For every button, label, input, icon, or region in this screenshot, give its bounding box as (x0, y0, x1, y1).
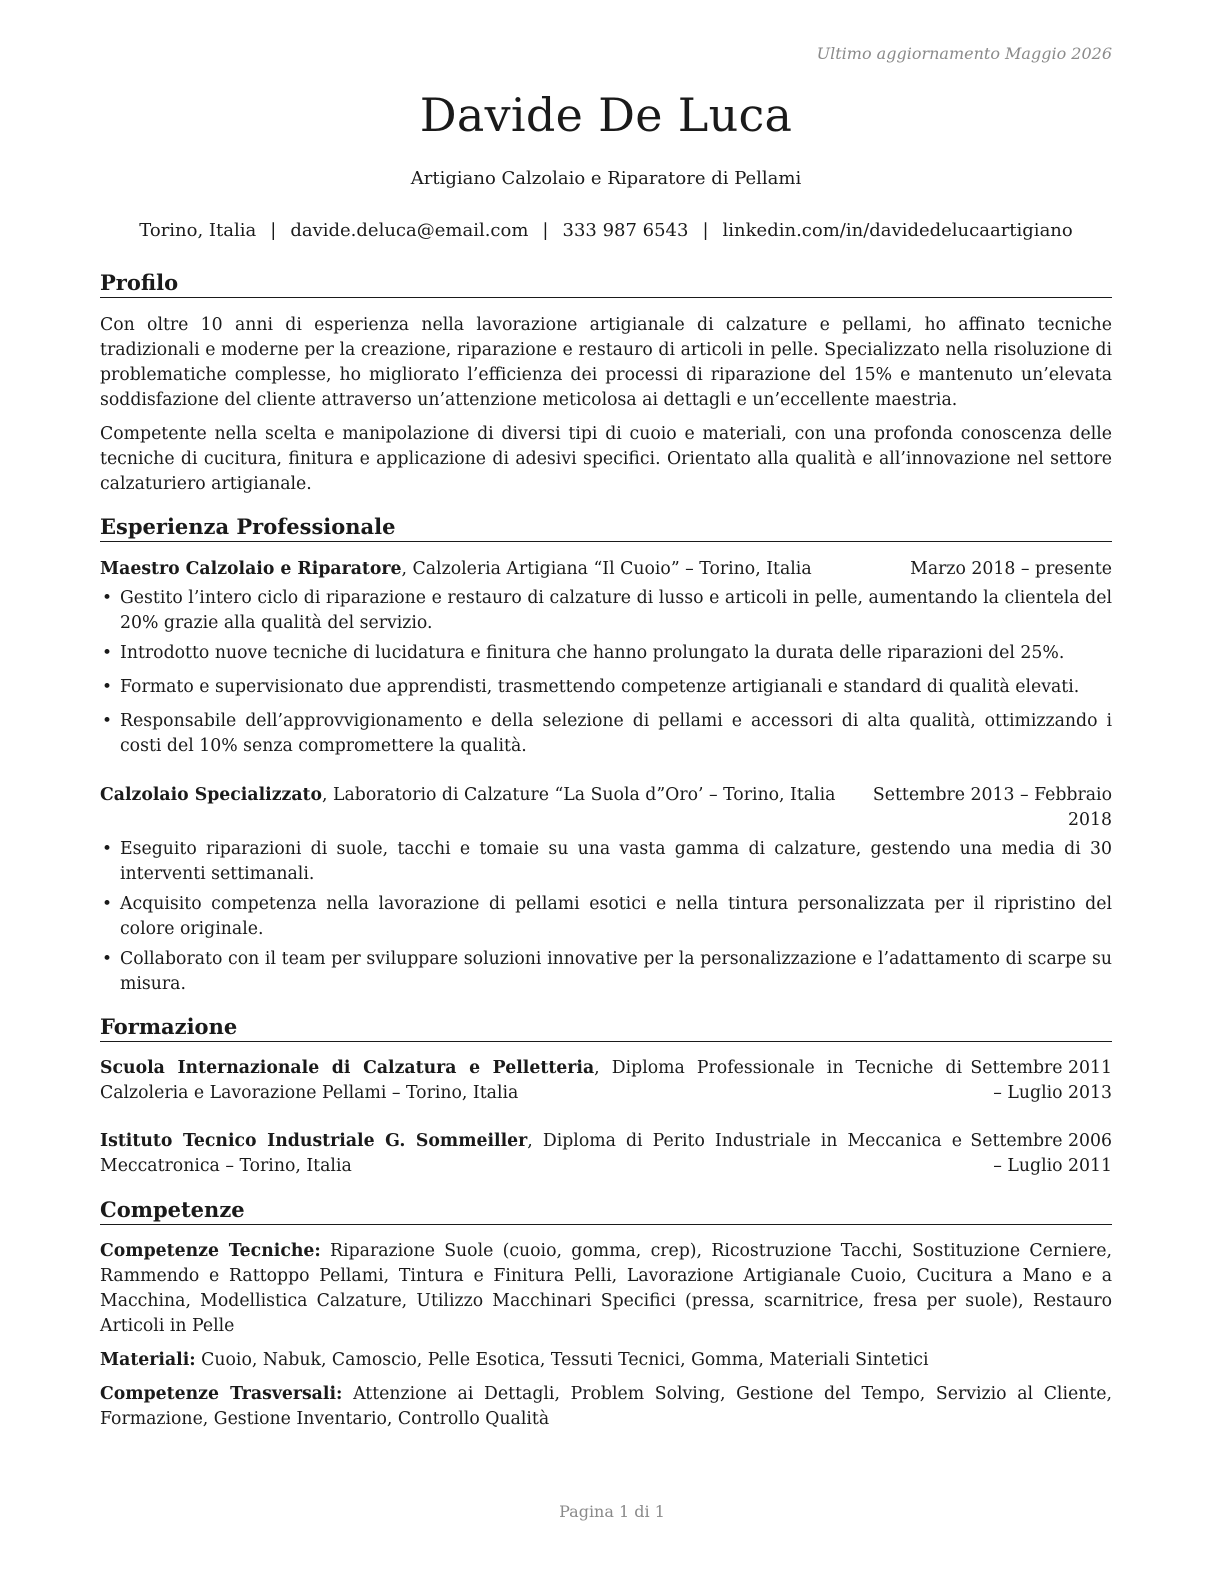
bullet-icon: • (102, 677, 113, 697)
job-title-line (100, 783, 872, 833)
job-bullet (100, 709, 1112, 759)
job-bullet (100, 947, 1112, 997)
job-entry (100, 557, 1112, 759)
job-employer: , Laboratorio di Calzature “La Suola d”Oro’ – Torino, Italia (322, 785, 836, 805)
job-bullet (100, 641, 1112, 666)
job-header (100, 783, 1112, 833)
contact-email[interactable]: davide.deluca@email.com (290, 220, 529, 241)
job-entry (100, 783, 1112, 997)
section-title-experience: Esperienza Professionale (100, 514, 1112, 542)
job-header (100, 557, 1112, 582)
bullet-text: Gestito l’intero ciclo di riparazione e restauro di calzature di lusso e articoli in pelle, aumentando la clientela del 20% grazie alla qualità del servizio. (120, 588, 1112, 633)
skill-group (100, 1348, 1112, 1373)
education-school: Scuola Internazionale di Calzatura e Pelletteria (100, 1058, 595, 1078)
bullet-icon: • (102, 711, 113, 731)
job-bullet (100, 837, 1112, 887)
bullet-icon: • (102, 949, 113, 969)
bullet-icon: • (102, 643, 113, 663)
skill-label: Competenze Tecniche: (100, 1241, 321, 1261)
education-entry (100, 1129, 1112, 1179)
education-dates: Settembre 2006 – Luglio 2011 (970, 1131, 1112, 1176)
job-dates: Settembre 2013 – Febbraio 2018 (872, 785, 1112, 830)
section-profile (100, 270, 1112, 497)
education-text (100, 1129, 962, 1179)
education-text (100, 1056, 962, 1106)
education-dates: Settembre 2011 – Luglio 2013 (970, 1058, 1112, 1103)
section-title-education: Formazione (100, 1014, 1112, 1042)
bullet-text: Eseguito riparazioni di suole, tacchi e tomaie su una vasta gamma di calzature, gestendo una media di 30 interventi settimanali. (120, 839, 1112, 884)
bullet-text: Acquisito competenza nella lavorazione di pellami esotici e nella tintura personalizzata per il ripristino del colore originale. (120, 894, 1112, 939)
page-number: Pagina 1 di 1 (559, 1502, 665, 1521)
skill-label: Materiali: (100, 1350, 196, 1370)
education-entry (100, 1056, 1112, 1106)
job-title-line (100, 557, 910, 582)
skill-list: Cuoio, Nabuk, Camoscio, Pelle Esotica, Tessuti Tecnici, Gomma, Materiali Sintetici (195, 1350, 929, 1370)
section-skills (100, 1197, 1112, 1432)
job-role: Calzolaio Specializzato (100, 785, 323, 805)
contact-separator: | (702, 220, 709, 241)
last-updated: Ultimo aggiornamento Maggio 2026 (816, 44, 1112, 63)
bullet-text: Formato e supervisionato due apprendisti, trasmettendo competenze artigianali e standard di qualità elevati. (120, 677, 1080, 697)
section-title-skills: Competenze (100, 1197, 1112, 1225)
contact-separator: | (542, 220, 549, 241)
skill-group (100, 1382, 1112, 1432)
education-detail: , Diploma Professionale in Tecniche di Calzoleria e Lavorazione Pellami – Torino, Italia (100, 1058, 963, 1103)
skill-group (100, 1239, 1112, 1339)
bullet-text: Introdotto nuove tecniche di lucidatura e finitura che hanno prolungato la durata delle riparazioni del 25%. (120, 643, 1065, 663)
bullet-text: Responsabile dell’approvvigionamento e della selezione di pellami e accessori di alta qualità, ottimizzando i costi del 10% senza compromettere la qualità. (120, 711, 1112, 756)
section-experience (100, 514, 1112, 997)
bullet-icon: • (102, 894, 113, 914)
contact-linkedin[interactable]: linkedin.com/in/davidedelucaartigiano (722, 220, 1073, 241)
education-detail: , Diploma di Perito Industriale in Meccanica e Meccatronica – Torino, Italia (100, 1131, 962, 1176)
candidate-name: Davide De Luca (419, 88, 793, 142)
bullet-text: Collaborato con il team per sviluppare soluzioni innovative per la personalizzazione e l’adattamento di scarpe su misura. (120, 949, 1112, 994)
job-dates: Marzo 2018 – presente (910, 559, 1112, 579)
job-role: Maestro Calzolaio e Riparatore (100, 559, 402, 579)
job-bullet (100, 586, 1112, 636)
profile-paragraph: Con oltre 10 anni di esperienza nella lavorazione artigianale di calzature e pellami, ho affinato tecniche tradizionali e moderne per la creazione, riparazione e restauro di articoli in pelle. Specializzato nella risoluzione di problematiche complesse, ho migliorato l’efficienza dei processi di riparazione del 15% e mantenuto un’elevata soddisfazione del cliente attraverso un’attenzione meticolosa ai dettagli e un’eccellente maestria. (100, 315, 1112, 410)
profile-paragraph: Competente nella scelta e manipolazione di diversi tipi di cuoio e materiali, con una profonda conoscenza delle tecniche di cucitura, finitura e applicazione di adesivi specifici. Orientato alla qualità e all’innovazione nel settore calzaturiero artigianale. (100, 424, 1112, 494)
job-bullets (100, 586, 1112, 759)
candidate-title: Artigiano Calzolaio e Riparatore di Pellami (410, 168, 802, 189)
contact-line (100, 220, 1112, 241)
bullet-icon: • (102, 588, 113, 608)
bullet-icon: • (102, 839, 113, 859)
skill-list: Riparazione Suole (cuoio, gomma, crep), Ricostruzione Tacchi, Sostituzione Cerniere, Rammendo e Rattoppo Pellami, Tintura e Finitura Pelli, Lavorazione Artigianale Cuoio, Cucitura a Mano e a Macchina, Modellistica Calzature, Utilizzo Macchinari Specifici (pressa, scarnitrice, fresa per suole), Restauro Articoli in Pelle (100, 1241, 1112, 1336)
job-bullet (100, 675, 1112, 700)
skill-list: Attenzione ai Dettagli, Problem Solving, Gestione del Tempo, Servizio al Cliente, Formazione, Gestione Inventario, Controllo Qualità (100, 1384, 1112, 1429)
job-bullet (100, 892, 1112, 942)
section-title-profile: Profilo (100, 270, 1112, 298)
section-education (100, 1014, 1112, 1179)
contact-location: Torino, Italia (139, 220, 257, 241)
contact-separator: | (270, 220, 277, 241)
job-bullets (100, 837, 1112, 997)
education-school: Istituto Tecnico Industriale G. Sommeiller (100, 1131, 528, 1151)
contact-phone[interactable]: 333 987 6543 (562, 220, 689, 241)
skill-label: Competenze Trasversali: (100, 1384, 343, 1404)
job-employer: , Calzoleria Artigiana “Il Cuoio” – Torino, Italia (401, 559, 812, 579)
